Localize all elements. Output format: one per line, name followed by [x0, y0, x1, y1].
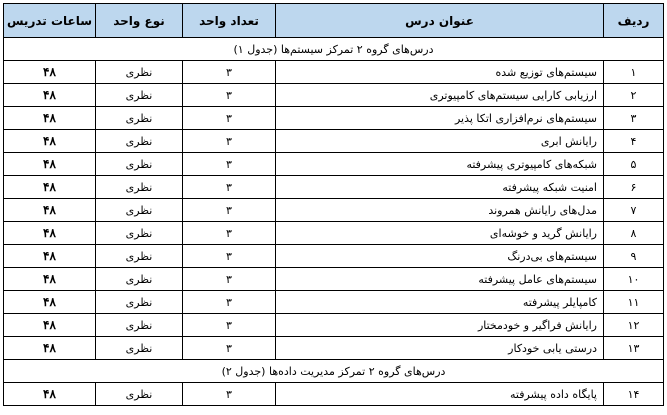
row-number-cell: ۸	[604, 222, 664, 245]
section-title: درس‌های گروه ۲ تمرکز مدیریت داده‌ها (جدول ۲)	[4, 360, 664, 383]
row-number-cell: ۱۱	[604, 291, 664, 314]
table-row	[4, 337, 664, 360]
teaching-hours-cell: ۴۸	[4, 383, 96, 406]
units-cell: ۳	[183, 107, 276, 130]
teaching-hours-cell: ۴۸	[4, 268, 96, 291]
course-title-cell: ارزیابی کارایی سیستم‌های کامپیوتری	[276, 84, 604, 107]
table-row	[4, 383, 664, 406]
course-title-cell: سیستم‌های توزیع شده	[276, 61, 604, 84]
course-title-cell: شبکه‌های کامپیوتری پیشرفته	[276, 153, 604, 176]
teaching-hours-cell: ۴۸	[4, 245, 96, 268]
course-title-cell: سیستم‌های عامل پیشرفته	[276, 268, 604, 291]
table-row	[4, 314, 664, 337]
teaching-hours-cell: ۴۸	[4, 153, 96, 176]
section-title: درس‌های گروه ۲ تمرکز سیستم‌ها (جدول ۱)	[4, 38, 664, 61]
teaching-hours-cell: ۴۸	[4, 222, 96, 245]
teaching-hours-cell: ۴۸	[4, 61, 96, 84]
table-row	[4, 130, 664, 153]
unit-type-cell: نظری	[96, 268, 183, 291]
header-unit-type: نوع واحد	[96, 4, 183, 38]
table-row	[4, 61, 664, 84]
table-body	[4, 38, 664, 406]
unit-type-cell: نظری	[96, 84, 183, 107]
course-title-cell: پایگاه داده پیشرفته	[276, 383, 604, 406]
section-row	[4, 360, 664, 383]
course-title-cell: سیستم‌های بی‌درنگ	[276, 245, 604, 268]
row-number-cell: ۱۲	[604, 314, 664, 337]
row-number-cell: ۱	[604, 61, 664, 84]
row-number-cell: ۷	[604, 199, 664, 222]
units-cell: ۳	[183, 314, 276, 337]
unit-type-cell: نظری	[96, 153, 183, 176]
unit-type-cell: نظری	[96, 314, 183, 337]
course-title-cell: رایانش گرید و خوشه‌ای	[276, 222, 604, 245]
units-cell: ۳	[183, 245, 276, 268]
units-cell: ۳	[183, 153, 276, 176]
header-course-title: عنوان درس	[276, 4, 604, 38]
course-title-cell: کامپایلر پیشرفته	[276, 291, 604, 314]
teaching-hours-cell: ۴۸	[4, 176, 96, 199]
course-title-cell: سیستم‌های نرم‌افزاری اتکا پذیر	[276, 107, 604, 130]
unit-type-cell: نظری	[96, 130, 183, 153]
row-number-cell: ۳	[604, 107, 664, 130]
row-number-cell: ۴	[604, 130, 664, 153]
course-title-cell: مدل‌های رایانش همروند	[276, 199, 604, 222]
unit-type-cell: نظری	[96, 61, 183, 84]
course-title-cell: امنیت شبکه پیشرفته	[276, 176, 604, 199]
header-row-number: ردیف	[604, 4, 664, 38]
header-row	[4, 4, 664, 38]
table-row	[4, 84, 664, 107]
table-row	[4, 268, 664, 291]
unit-type-cell: نظری	[96, 176, 183, 199]
row-number-cell: ۱۳	[604, 337, 664, 360]
table-row	[4, 222, 664, 245]
table-row	[4, 199, 664, 222]
row-number-cell: ۱۴	[604, 383, 664, 406]
row-number-cell: ۹	[604, 245, 664, 268]
units-cell: ۳	[183, 84, 276, 107]
teaching-hours-cell: ۴۸	[4, 337, 96, 360]
course-title-cell: درستی یابی خودکار	[276, 337, 604, 360]
table-row	[4, 245, 664, 268]
units-cell: ۳	[183, 268, 276, 291]
course-table-container	[3, 3, 663, 406]
units-cell: ۳	[183, 383, 276, 406]
units-cell: ۳	[183, 222, 276, 245]
row-number-cell: ۶	[604, 176, 664, 199]
teaching-hours-cell: ۴۸	[4, 199, 96, 222]
units-cell: ۳	[183, 130, 276, 153]
teaching-hours-cell: ۴۸	[4, 107, 96, 130]
table-row	[4, 291, 664, 314]
unit-type-cell: نظری	[96, 245, 183, 268]
units-cell: ۳	[183, 176, 276, 199]
units-cell: ۳	[183, 61, 276, 84]
header-units: تعداد واحد	[183, 4, 276, 38]
unit-type-cell: نظری	[96, 291, 183, 314]
unit-type-cell: نظری	[96, 222, 183, 245]
units-cell: ۳	[183, 291, 276, 314]
row-number-cell: ۱۰	[604, 268, 664, 291]
table-row	[4, 107, 664, 130]
course-title-cell: رایانش ابری	[276, 130, 604, 153]
unit-type-cell: نظری	[96, 107, 183, 130]
units-cell: ۳	[183, 199, 276, 222]
unit-type-cell: نظری	[96, 199, 183, 222]
units-cell: ۳	[183, 337, 276, 360]
unit-type-cell: نظری	[96, 337, 183, 360]
table-row	[4, 176, 664, 199]
course-title-cell: رایانش فراگیر و خودمختار	[276, 314, 604, 337]
teaching-hours-cell: ۴۸	[4, 130, 96, 153]
teaching-hours-cell: ۴۸	[4, 84, 96, 107]
unit-type-cell: نظری	[96, 383, 183, 406]
section-row	[4, 38, 664, 61]
row-number-cell: ۵	[604, 153, 664, 176]
course-table	[3, 3, 664, 406]
teaching-hours-cell: ۴۸	[4, 314, 96, 337]
teaching-hours-cell: ۴۸	[4, 291, 96, 314]
header-teaching-hours: ساعات تدریس	[4, 4, 96, 38]
table-row	[4, 153, 664, 176]
row-number-cell: ۲	[604, 84, 664, 107]
